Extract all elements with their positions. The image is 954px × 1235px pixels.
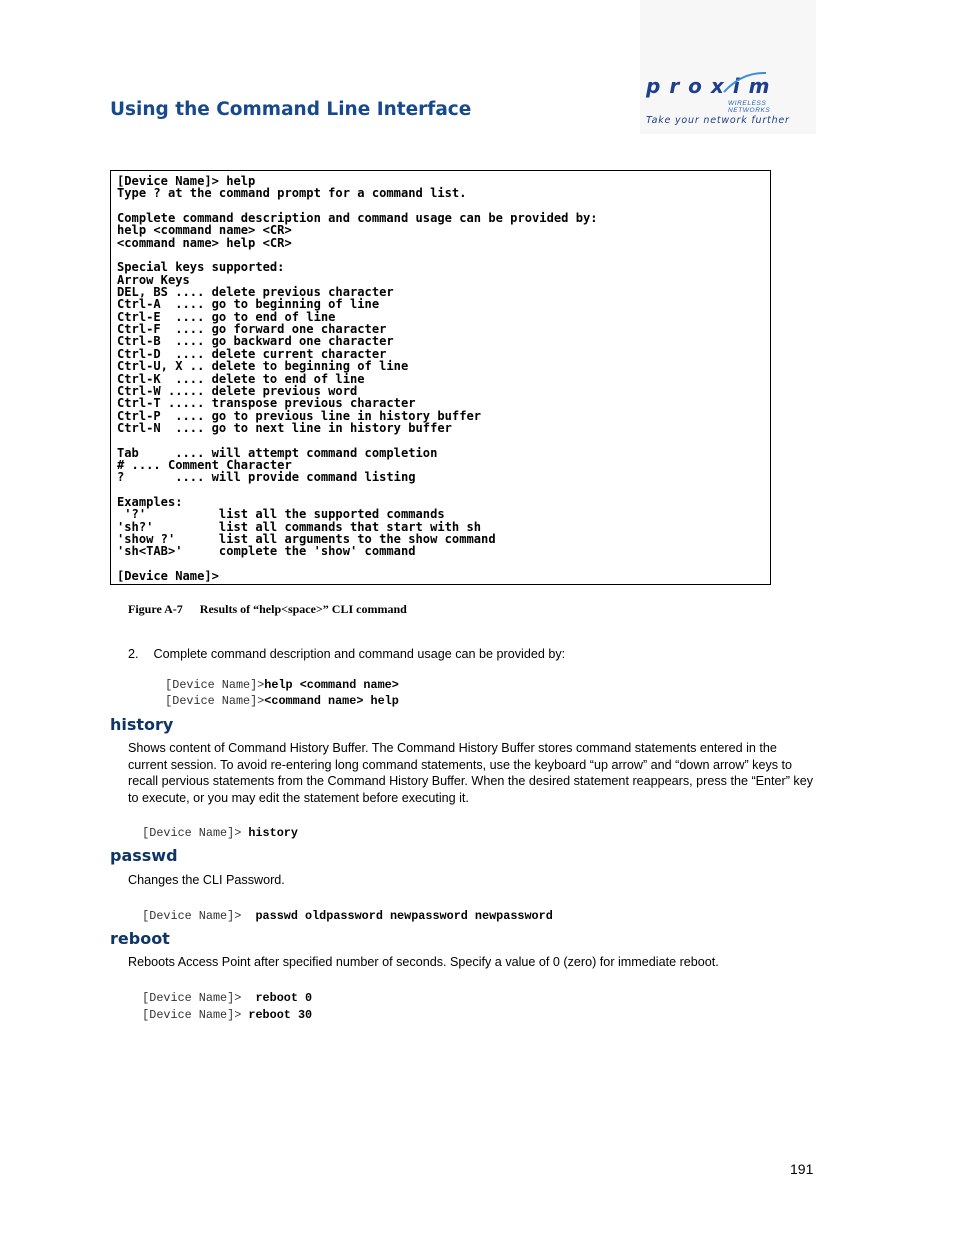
code-command: help <command name>: [264, 678, 399, 692]
code-line: [128, 895, 553, 923]
proxim-logo: [646, 74, 806, 130]
figure-caption: [128, 602, 407, 617]
code-prompt: [Device Name]>: [142, 1008, 242, 1022]
code-prompt: [Device Name]>: [142, 991, 242, 1005]
code-prompt: [Device Name]>: [142, 909, 242, 923]
page-title: Using the Command Line Interface: [110, 99, 472, 120]
list-item-text: Complete command description and command usage can be provided by:: [153, 647, 566, 661]
code-command: <command name> help: [264, 694, 399, 708]
code-command: reboot 0: [255, 991, 313, 1005]
logo-swoosh-icon: [720, 70, 770, 98]
code-prompt: [Device Name]>: [165, 694, 265, 708]
logo-tagline: Take your network further: [646, 115, 790, 126]
code-command: reboot 30: [248, 1008, 313, 1022]
code-prompt: [Device Name]>: [165, 678, 265, 692]
list-item-number: 2.: [128, 647, 139, 661]
figure-number: Figure A-7: [128, 602, 183, 616]
code-command: history: [248, 826, 298, 840]
code-line: [128, 994, 312, 1022]
section-heading-reboot: reboot: [110, 929, 170, 948]
page-number: 191: [790, 1161, 814, 1177]
figure-caption-text: Results of “help<space>” CLI command: [199, 602, 407, 616]
section-heading-history: history: [110, 715, 174, 734]
code-line: [128, 812, 298, 840]
section-body-history: Shows content of Command History Buffer. The Command History Buffer stores command statements entered in the current session. To avoid re-entering long command statements, use the keyboard “up arrow” and “down arrow” keys to recall pervious statements from the Command History Buffer. When the desired statement reappears, press the “Enter” key to execute, or you may edit the statement before executing it.: [128, 741, 814, 805]
terminal-screenshot: [110, 170, 771, 585]
code-command: passwd oldpassword newpassword newpassword: [255, 909, 553, 923]
code-line: [151, 680, 399, 708]
section-body-passwd: Changes the CLI Password.: [128, 873, 285, 887]
code-prompt: [Device Name]>: [142, 826, 242, 840]
list-item: [128, 647, 565, 661]
logo-subtitle: WIRELESS NETWORKS: [728, 100, 771, 114]
terminal-output: [Device Name]> help Type ? at the command prompt for a command list. Complete command description and command usage can be provided by: help <command name> <CR> <command name> help <CR> Special keys supported: Arrow Keys DEL, BS .... delete previous character Ctrl-A .... go to beginning of line Ctrl-E .... go to end of line Ctrl-F .... go forward one character Ctrl-B .... go backward one character Ctrl-D .... delete current character Ctrl-U, X .. delete to beginning of line Ctrl-K .... delete to end of line Ctrl-W ..... delete previous word Ctrl-T ..... transpose previous character Ctrl-P .... go to previous line in history buffer Ctrl-N .... go to next line in history buffer Tab .... will attempt command completion # .... Comment Character ? .... will provide command listing Examples: '?' list all the supported commands 'sh?' list all commands that start with sh 'show ?' list all arguments to the show command 'sh<TAB>' complete the 'show' command [Device Name]>: [117, 174, 598, 583]
section-body-reboot: Reboots Access Point after specified number of seconds. Specify a value of 0 (zero) for immediate reboot.: [128, 955, 719, 969]
logo-brand: proxim: [646, 74, 779, 98]
section-heading-passwd: passwd: [110, 846, 178, 865]
